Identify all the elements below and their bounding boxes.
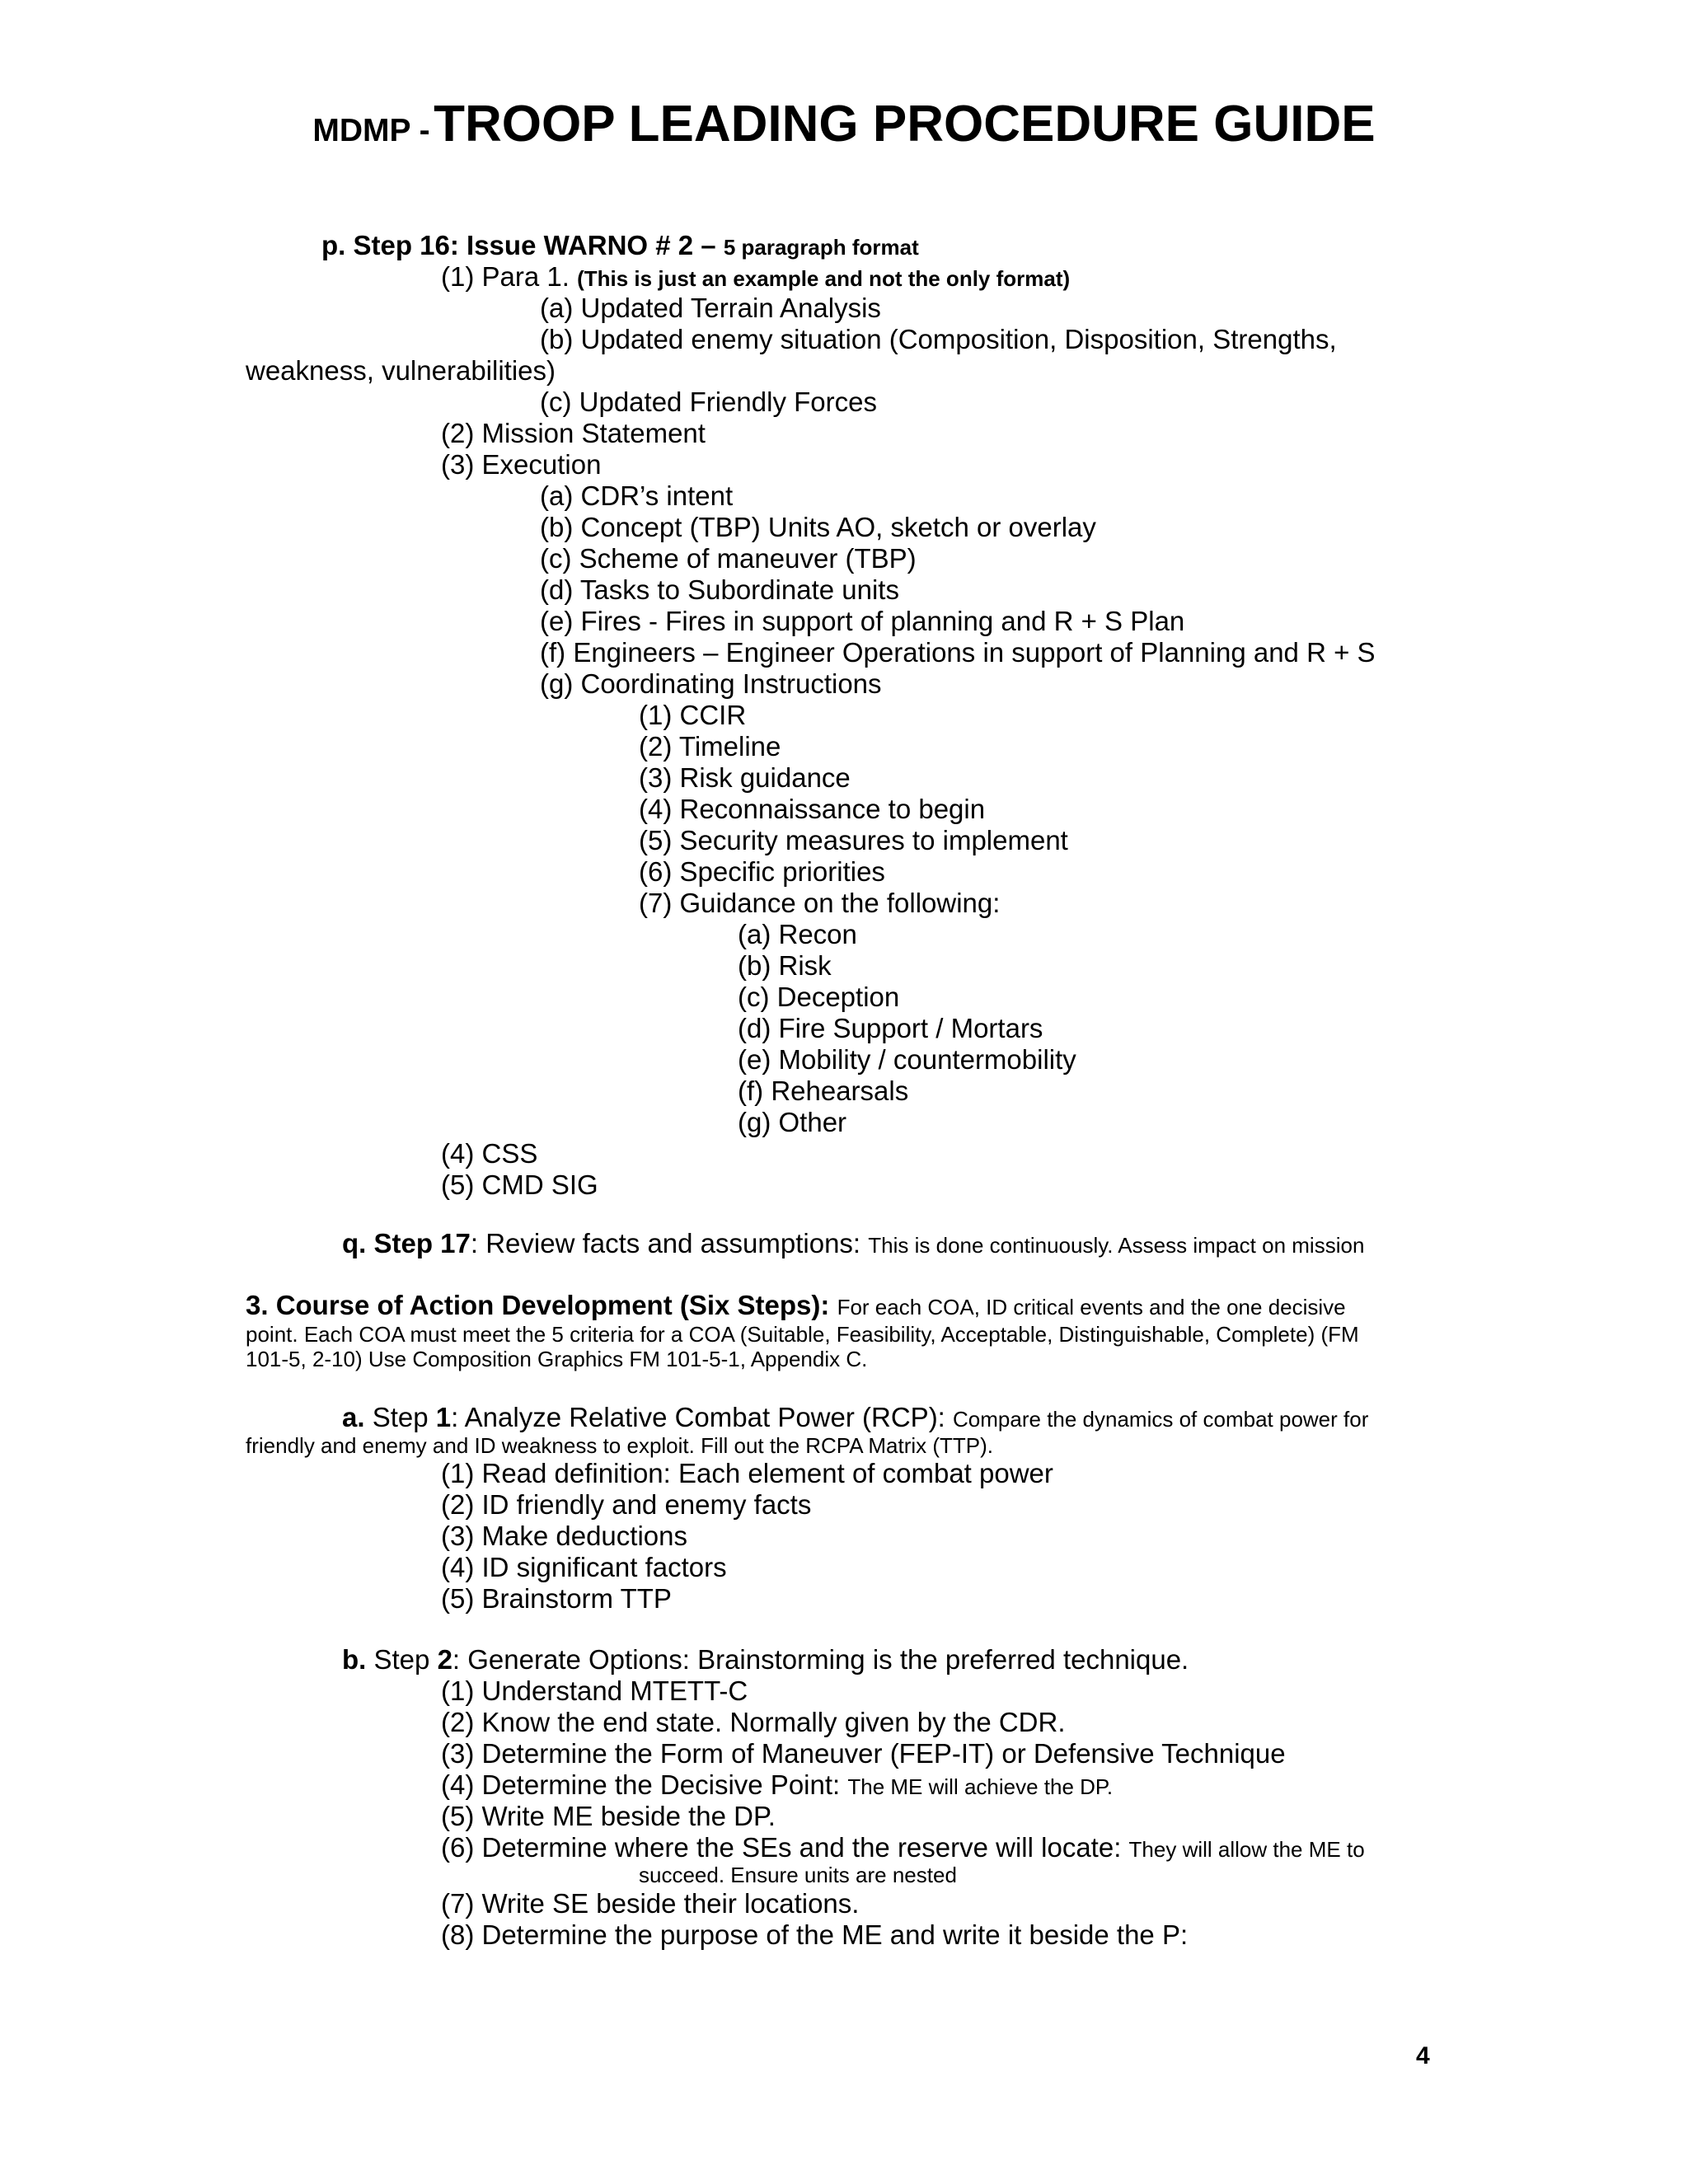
guidance-item: (d) Fire Support / Mortars	[738, 1013, 1043, 1043]
coord-item: (3) Risk guidance	[639, 762, 851, 793]
coord-item: (6) Specific priorities	[639, 856, 885, 887]
step-b-item-continued: succeed. Ensure units are nested	[639, 1863, 957, 1887]
step-b-item: (2) Know the end state. Normally given by the CDR.	[441, 1707, 1066, 1737]
step-b-heading: b. Step 2: Generate Options: Brainstorming is the preferred technique.	[342, 1644, 1189, 1675]
step-a-item: (1) Read definition: Each element of combat power	[441, 1458, 1053, 1488]
coord-item: (5) Security measures to implement	[639, 825, 1068, 855]
guidance-item: (b) Risk	[738, 950, 832, 981]
mission-statement: (2) Mission Statement	[441, 418, 706, 448]
coord-item: (1) CCIR	[639, 700, 747, 730]
para1-item: (c) Updated Friendly Forces	[540, 387, 877, 417]
coa-line: point. Each COA must meet the 5 criteria for a COA (Suitable, Feasibility, Acceptable, Distinguishable, Complete) (FM	[246, 1322, 1359, 1347]
coa-heading: 3. Course of Action Development (Six Steps): For each COA, ID critical events and the one decisive	[246, 1290, 1346, 1320]
step-a-heading: a. Step 1: Analyze Relative Combat Power (RCP): Compare the dynamics of combat power for	[342, 1402, 1369, 1432]
execution-item: (g) Coordinating Instructions	[540, 668, 882, 699]
step-b-item: (5) Write ME beside the DP.	[441, 1801, 776, 1831]
step-b-item: (1) Understand MTETT-C	[441, 1675, 748, 1706]
coord-item: (7) Guidance on the following:	[639, 888, 1001, 918]
para1-item: (a) Updated Terrain Analysis	[540, 293, 881, 323]
step-a-item: (3) Make deductions	[441, 1521, 687, 1551]
coord-item: (4) Reconnaissance to begin	[639, 794, 986, 824]
coa-line: 101-5, 2-10) Use Composition Graphics FM 101-5-1, Appendix C.	[246, 1347, 868, 1371]
step-a-item: (4) ID significant factors	[441, 1552, 727, 1582]
execution-item: (c) Scheme of maneuver (TBP)	[540, 543, 917, 574]
execution-item: (d) Tasks to Subordinate units	[540, 574, 899, 605]
title-main: TROOP LEADING PROCEDURE GUIDE	[434, 96, 1376, 152]
guidance-item: (a) Recon	[738, 919, 857, 949]
guidance-item: (c) Deception	[738, 982, 900, 1012]
page-number: 4	[1416, 2042, 1430, 2069]
step-b-item: (8) Determine the purpose of the ME and write it beside the P:	[441, 1919, 1189, 1950]
para1-item: (b) Updated enemy situation (Composition, Disposition, Strengths,	[540, 324, 1337, 354]
para1-line: (1) Para 1. (This is just an example and not the only format)	[441, 261, 1071, 292]
cmd-sig-item: (5) CMD SIG	[441, 1169, 598, 1200]
css-item: (4) CSS	[441, 1138, 538, 1169]
step-a-line: friendly and enemy and ID weakness to exploit. Fill out the RCPA Matrix (TTP).	[246, 1433, 993, 1458]
step-a-item: (2) ID friendly and enemy facts	[441, 1489, 812, 1520]
execution-item: (a) CDR’s intent	[540, 480, 734, 511]
guidance-item: (f) Rehearsals	[738, 1076, 909, 1106]
page-title	[0, 95, 1688, 153]
execution-item: (b) Concept (TBP) Units AO, sketch or overlay	[540, 512, 1096, 542]
title-prefix: MDMP -	[312, 113, 430, 148]
step-b-item: (4) Determine the Decisive Point: The ME will achieve the DP.	[441, 1769, 1114, 1800]
step17-line: q. Step 17: Review facts and assumptions: This is done continuously. Assess impact on mission	[342, 1228, 1365, 1258]
execution-item: (e) Fires - Fires in support of planning and R + S Plan	[540, 606, 1185, 636]
execution: (3) Execution	[441, 449, 602, 480]
step-b-item: (3) Determine the Form of Maneuver (FEP-IT) or Defensive Technique	[441, 1738, 1286, 1769]
step16-heading: p. Step 16: Issue WARNO # 2 – 5 paragraph format	[321, 230, 919, 260]
para1-item-continued: weakness, vulnerabilities)	[246, 355, 556, 386]
coord-item: (2) Timeline	[639, 731, 781, 762]
step-b-item: (7) Write SE beside their locations.	[441, 1888, 860, 1919]
guidance-item: (e) Mobility / countermobility	[738, 1044, 1076, 1075]
step-a-item: (5) Brainstorm TTP	[441, 1583, 672, 1614]
execution-item: (f) Engineers – Engineer Operations in support of Planning and R + S	[540, 637, 1376, 668]
step-b-item: (6) Determine where the SEs and the reserve will locate: They will allow the ME to	[441, 1832, 1365, 1863]
guidance-item: (g) Other	[738, 1107, 847, 1137]
